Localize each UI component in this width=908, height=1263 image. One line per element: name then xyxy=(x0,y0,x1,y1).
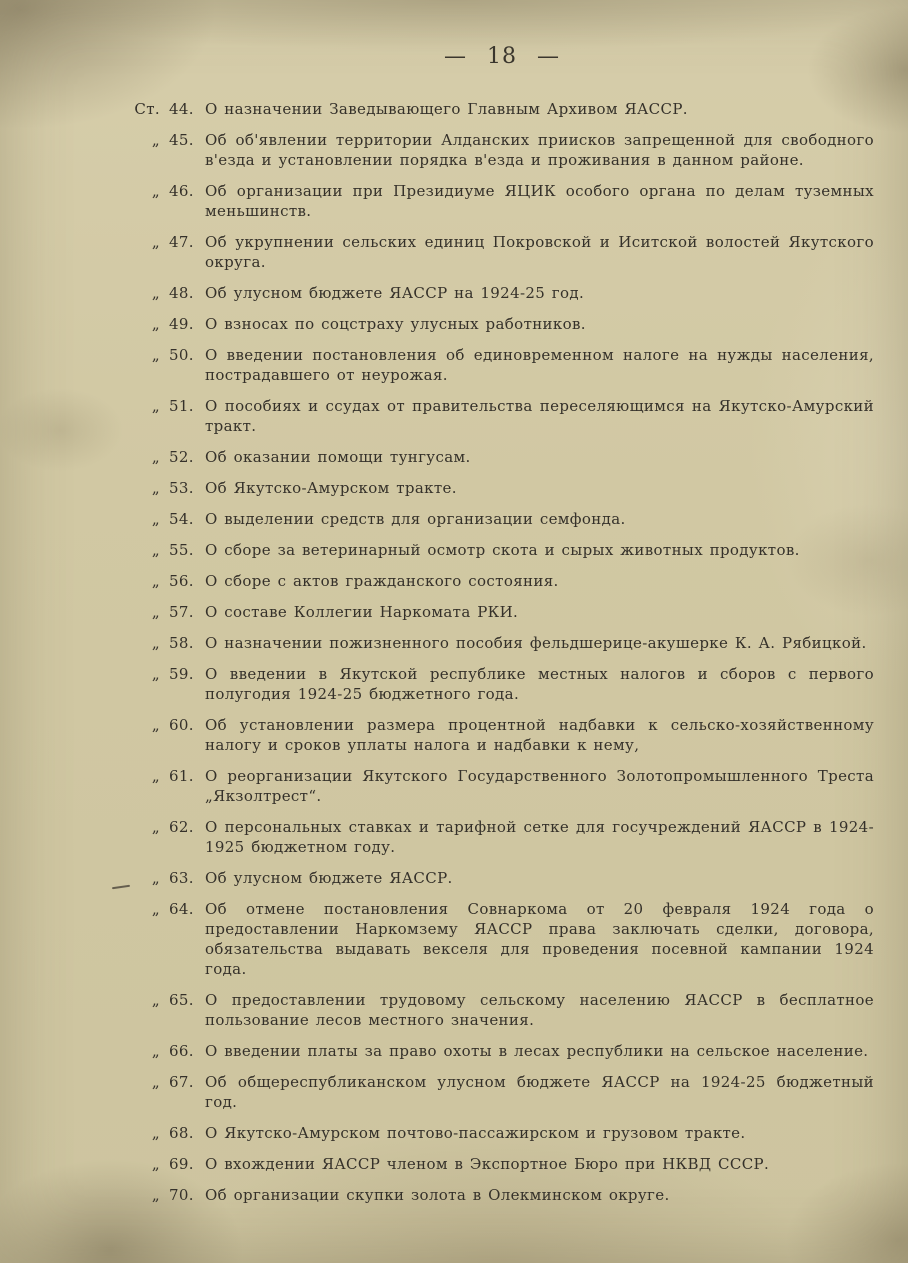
entry-text: О вхождении ЯАССР членом в Экспортное Бюро при НКВД СССР. xyxy=(205,1155,770,1173)
entry-text: Об организации скупки золота в Олекминском округе. xyxy=(205,1186,670,1204)
entry-prefix: „ xyxy=(151,869,160,887)
page-number: 18 xyxy=(487,44,517,69)
entry-prefix: „ xyxy=(151,572,160,590)
entry-number: 65. xyxy=(169,991,194,1009)
entry-text: О выделении средств для организации семфонда. xyxy=(205,510,626,528)
entry-row xyxy=(130,283,874,303)
entry-text: Об оказании помощи тунгусам. xyxy=(205,448,471,466)
entry-row xyxy=(130,540,874,560)
entry-row xyxy=(130,314,874,334)
entry-text: О назначении Заведывающего Главным Архивом ЯАССР. xyxy=(205,100,688,118)
entry-text: О предоставлении трудовому сельскому населению ЯАССР в бесплатное пользование лесов местного значения. xyxy=(205,991,874,1029)
entry-prefix: „ xyxy=(151,767,160,785)
entry-number: 56. xyxy=(169,572,194,590)
entry-number: 69. xyxy=(169,1155,194,1173)
entry-number: 63. xyxy=(169,869,194,887)
entry-row xyxy=(130,990,874,1030)
entry-prefix: „ xyxy=(151,397,160,415)
entry-text: Об отмене постановления Совнаркома от 20 февраля 1924 года о предоставлении Наркомзему ЯАССР права заключать сделки, договора, обязательства выдавать векселя для проведения посевной кампании 1924 года. xyxy=(205,900,874,978)
entry-number: 46. xyxy=(169,182,194,200)
entry-prefix: „ xyxy=(151,479,160,497)
entry-row xyxy=(130,1185,874,1205)
entry-number: 59. xyxy=(169,665,194,683)
page-header xyxy=(130,44,874,69)
entry-row xyxy=(130,571,874,591)
entry-prefix: „ xyxy=(151,1124,160,1142)
entry-number: 51. xyxy=(169,397,194,415)
entry-number: 70. xyxy=(169,1186,194,1204)
entry-number: 66. xyxy=(169,1042,194,1060)
entry-row xyxy=(130,345,874,385)
entry-row xyxy=(130,602,874,622)
entry-text: Об об'явлении территории Алданских приисков запрещенной для свободного в'езда и установлении порядка в'езда и проживания в данном районе. xyxy=(205,131,874,169)
entry-number: 60. xyxy=(169,716,194,734)
entry-row xyxy=(130,1041,874,1061)
entry-prefix: „ xyxy=(151,716,160,734)
entry-prefix: Ст. xyxy=(134,100,160,118)
entry-row xyxy=(130,899,874,979)
entry-number: 49. xyxy=(169,315,194,333)
entry-text: Об улусном бюджете ЯАССР на 1924-25 год. xyxy=(205,284,585,302)
entry-number: 47. xyxy=(169,233,194,251)
entry-row xyxy=(130,509,874,529)
entry-text: О реорганизации Якутского Государственного Золотопромышленного Треста „Якзолтрест“. xyxy=(205,767,874,805)
entry-text: Об организации при Президиуме ЯЦИК особого органа по делам туземных меньшинств. xyxy=(205,182,874,220)
entry-row xyxy=(130,99,874,119)
entry-text: Об установлении размера процентной надбавки к сельско-хозяйственному налогу и сроков уплаты налога и надбавки к нему, xyxy=(205,716,874,754)
entry-row xyxy=(130,396,874,436)
entry-text: О введении платы за право охоты в лесах республики на сельское население. xyxy=(205,1042,869,1060)
entry-row xyxy=(130,1123,874,1143)
entry-prefix: „ xyxy=(151,346,160,364)
entry-number: 58. xyxy=(169,634,194,652)
entry-number: 64. xyxy=(169,900,194,918)
entry-row xyxy=(130,715,874,755)
entry-text: О персональных ставках и тарифной сетке для госучреждений ЯАССР в 1924-1925 бюджетном году. xyxy=(205,818,874,856)
entry-text: Об общереспубликанском улусном бюджете ЯАССР на 1924-25 бюджетный год. xyxy=(205,1073,874,1111)
header-dash-right: — xyxy=(537,44,560,69)
header-dash-left: — xyxy=(444,44,467,69)
entry-prefix: „ xyxy=(151,315,160,333)
entry-text: Об укрупнении сельских единиц Покровской и Иситской волостей Якутского округа. xyxy=(205,233,874,271)
entry-text: О введении в Якутской республике местных налогов и сборов с первого полугодия 1924-25 бюджетного года. xyxy=(205,665,874,703)
entry-text: О составе Коллегии Наркомата РКИ. xyxy=(205,603,519,621)
entry-number: 54. xyxy=(169,510,194,528)
entries-list xyxy=(130,99,874,1205)
entry-text: О Якутско-Амурском почтово-пассажирском и грузовом тракте. xyxy=(205,1124,746,1142)
entry-number: 53. xyxy=(169,479,194,497)
entry-row xyxy=(130,447,874,467)
entry-row xyxy=(130,868,874,888)
entry-prefix: „ xyxy=(151,818,160,836)
entry-prefix: „ xyxy=(151,1155,160,1173)
page-content xyxy=(130,0,874,1216)
entry-prefix: „ xyxy=(151,510,160,528)
entry-prefix: „ xyxy=(151,233,160,251)
entry-prefix: „ xyxy=(151,448,160,466)
entry-row xyxy=(130,664,874,704)
entry-number: 57. xyxy=(169,603,194,621)
entry-prefix: „ xyxy=(151,665,160,683)
entry-row xyxy=(130,130,874,170)
entry-prefix: „ xyxy=(151,131,160,149)
entry-number: 61. xyxy=(169,767,194,785)
entry-number: 52. xyxy=(169,448,194,466)
entry-row xyxy=(130,478,874,498)
entry-prefix: „ xyxy=(151,1042,160,1060)
entry-prefix: „ xyxy=(151,900,160,918)
entry-text: О введении постановления об единовременном налоге на нужды населения, пострадавшего от неурожая. xyxy=(205,346,874,384)
entry-text: О взносах по соцстраху улусных работников. xyxy=(205,315,586,333)
entry-text: О сборе с актов гражданского состояния. xyxy=(205,572,559,590)
entry-prefix: „ xyxy=(151,182,160,200)
entry-prefix: „ xyxy=(151,634,160,652)
entry-prefix: „ xyxy=(151,1073,160,1091)
entry-text: О пособиях и ссудах от правительства переселяющимся на Якутско-Амурский тракт. xyxy=(205,397,874,435)
entry-text: Об Якутско-Амурском тракте. xyxy=(205,479,457,497)
entry-text: О сборе за ветеринарный осмотр скота и сырых животных продуктов. xyxy=(205,541,800,559)
entry-number: 45. xyxy=(169,131,194,149)
entry-row xyxy=(130,232,874,272)
entry-text: Об улусном бюджете ЯАССР. xyxy=(205,869,453,887)
entry-prefix: „ xyxy=(151,284,160,302)
entry-number: 67. xyxy=(169,1073,194,1091)
entry-prefix: „ xyxy=(151,991,160,1009)
entry-number: 55. xyxy=(169,541,194,559)
entry-prefix: „ xyxy=(151,541,160,559)
entry-row xyxy=(130,817,874,857)
entry-number: 48. xyxy=(169,284,194,302)
entry-prefix: „ xyxy=(151,603,160,621)
entry-number: 50. xyxy=(169,346,194,364)
entry-row xyxy=(130,181,874,221)
entry-number: 62. xyxy=(169,818,194,836)
entry-number: 68. xyxy=(169,1124,194,1142)
entry-number: 44. xyxy=(169,100,194,118)
handwritten-margin-mark xyxy=(112,885,130,889)
entry-text: О назначении пожизненного пособия фельдшерице-акушерке К. А. Рябицкой. xyxy=(205,634,867,652)
entry-prefix: „ xyxy=(151,1186,160,1204)
entry-row xyxy=(130,1072,874,1112)
entry-row xyxy=(130,1154,874,1174)
entry-row xyxy=(130,633,874,653)
entry-row xyxy=(130,766,874,806)
